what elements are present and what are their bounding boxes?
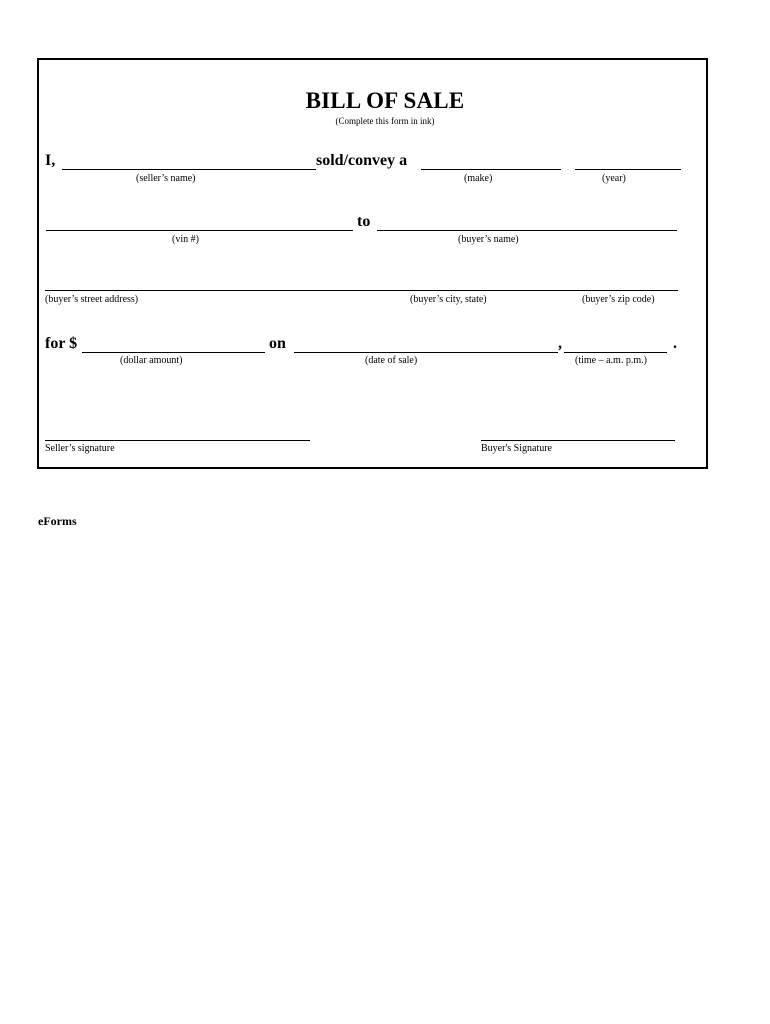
- seller-signature-field[interactable]: [45, 425, 310, 441]
- make-field[interactable]: [421, 154, 561, 170]
- make-label: (make): [464, 173, 493, 184]
- dollar-amount-label: (dollar amount): [120, 355, 183, 366]
- form-subtitle: (Complete this form in ink): [335, 116, 435, 126]
- row4-comma: ,: [558, 335, 562, 352]
- form-title: BILL OF SALE: [305, 88, 465, 113]
- buyer-name-field[interactable]: [377, 215, 677, 231]
- buyer-signature-field[interactable]: [481, 425, 675, 441]
- time-label: (time – a.m. p.m.): [575, 355, 647, 366]
- date-of-sale-label: (date of sale): [365, 355, 418, 366]
- zip-code-label: (buyer’s zip code): [582, 294, 655, 305]
- vin-field[interactable]: [46, 215, 353, 231]
- seller-signature-label: Seller’s signature: [45, 443, 115, 454]
- row1-prefix: I,: [45, 152, 56, 169]
- vin-label: (vin #): [172, 234, 199, 245]
- row2-to: to: [357, 213, 371, 230]
- buyer-address-field[interactable]: [45, 275, 678, 291]
- seller-name-field[interactable]: [62, 154, 316, 170]
- year-label: (year): [602, 173, 626, 184]
- row4-on: on: [269, 335, 286, 352]
- time-field[interactable]: [564, 337, 667, 353]
- date-of-sale-field[interactable]: [294, 337, 558, 353]
- dollar-amount-field[interactable]: [82, 337, 265, 353]
- buyer-name-label: (buyer’s name): [458, 234, 519, 245]
- seller-name-label: (seller’s name): [136, 173, 196, 184]
- year-field[interactable]: [575, 154, 681, 170]
- row4-period: .: [673, 335, 677, 352]
- eforms-brand: eForms: [38, 514, 77, 528]
- street-address-label: (buyer’s street address): [45, 294, 139, 305]
- row4-for-dollar: for $: [45, 335, 78, 352]
- buyer-signature-label: Buyer's Signature: [481, 443, 552, 454]
- city-state-label: (buyer’s city, state): [410, 294, 487, 305]
- row1-sold-convey: sold/convey a: [316, 152, 408, 169]
